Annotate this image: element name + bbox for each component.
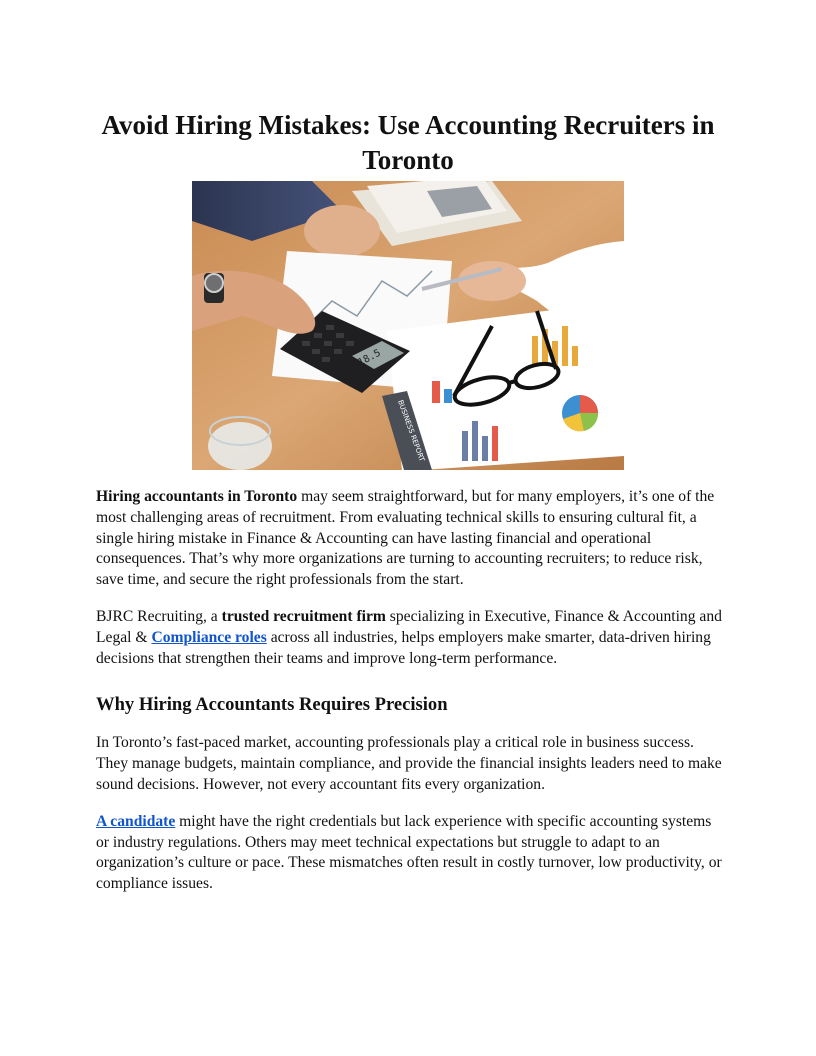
paragraph-bjrc-rest: across all industries, helps employers make smarter, data-driven hiring decisions that strengthen their teams and improve long-term performance. [96,628,711,667]
calculator-display: 18.5 [356,347,383,369]
pie-chart-print [562,395,598,431]
paragraph-candidate [96,812,722,895]
article-body [96,487,722,911]
compliance-roles-link[interactable]: Compliance roles [151,628,267,646]
strong-hiring-accountants: Hiring accountants in Toronto [96,488,298,505]
hero-image [192,181,624,470]
paragraph-bjrc [96,607,722,669]
paragraph-bjrc-lead: BJRC Recruiting, a [96,607,222,625]
paragraph-candidate-text: might have the right credentials but lack experience with specific accounting systems or industry regulations. Others may meet technical expectations but struggle to adapt to an organization’s culture or pace. These mismatches often result in costly turnover, low productivity, or compliance issues. [96,812,722,893]
paragraph-bjrc-mid: specializing in Executive, Finance & Accounting and Legal & [96,607,722,646]
paragraph-market: In Toronto’s fast-paced market, accounting professionals play a critical role in business success. They manage budgets, maintain compliance, and provide the financial insights leaders need to make sound decisions. However, not every accountant fits every organization. [96,734,722,793]
paragraph-intro [96,487,722,591]
strong-trusted-firm: trusted recruitment firm [221,607,386,625]
section-heading: Why Hiring Accountants Requires Precision [96,694,448,716]
paragraph-intro-text: may seem straightforward, but for many employers, it’s one of the most challenging areas of recruitment. From evaluating technical skills to ensuring cultural fit, a single hiring mistake in Finance & Accounting can have lasting financial and operational consequences. That’s why more organizations are turning to accounting recruiters; to reduce risk, save time, and secure the right professionals from the start. [96,488,715,589]
a-candidate-link[interactable]: A candidate [96,812,176,830]
page-title: Avoid Hiring Mistakes: Use Accounting Recruiters in Toronto [101,110,715,175]
report-label: BUSINESS REPORT [396,398,426,463]
